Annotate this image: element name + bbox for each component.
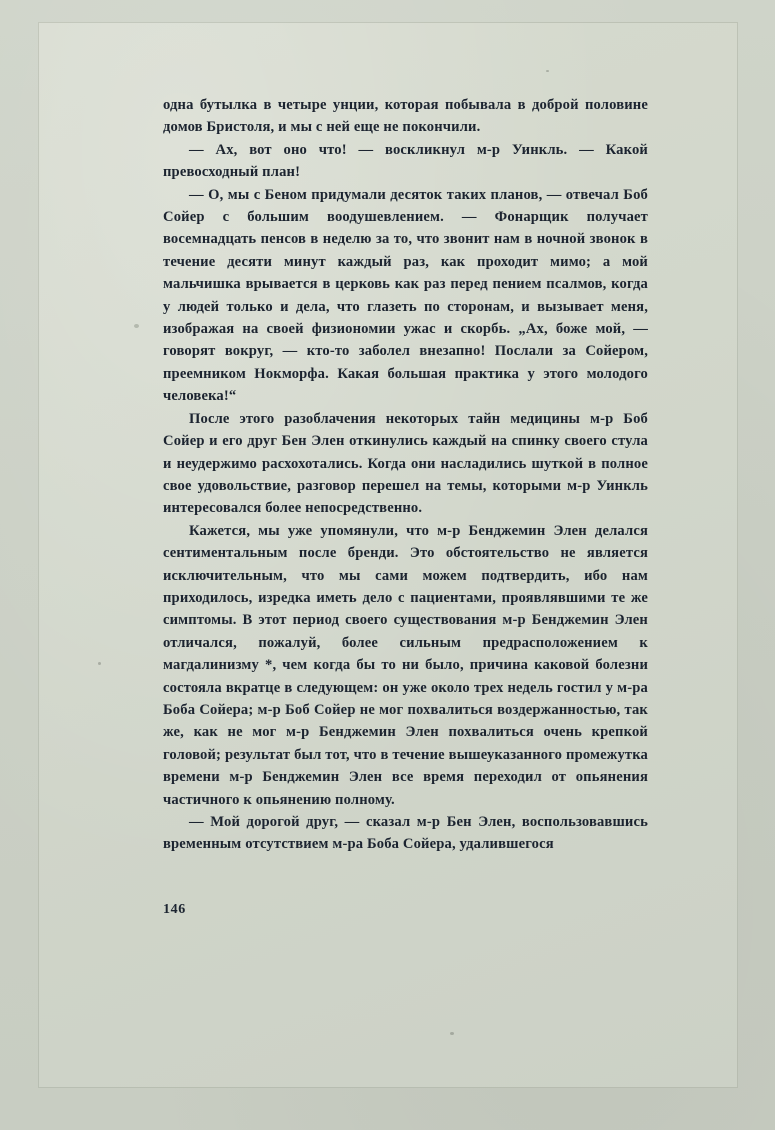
book-page: [38, 22, 738, 1088]
scan-blot: [134, 324, 139, 328]
scan-speck: [546, 70, 549, 72]
scan-speck: [450, 1032, 454, 1035]
paragraph: Кажется, мы уже упомянули, что м-р Бенджемин Элен делался сентиментальным после бренди. Это обстоятельство не является исключительным, что мы сами можем подтвердить, ибо нам приходилось, изредка иметь дело с пациентами, проявлявшими те же симптомы. В этот период своего существования м-р Бенджемин Элен отличался, пожалуй, более сильным предрасположением к магдалинизму *, чем когда бы то ни было, причина каковой болезни состояла вкратце в следующем: он уже около трех недель гостил у м-ра Боба Сойера; м-р Боб Сойер не мог похвалиться воздержанностью, так же, как не мог м-р Бенджемин Элен похвалиться очень крепкой головой; результат был тот, что в течение вышеуказанного промежутка времени м-р Бенджемин Элен все время переходил от опьянения частичного к опьянению полному.: [163, 522, 648, 808]
paragraph: После этого разоблачения некоторых тайн медицины м-р Боб Сойер и его друг Бен Элен откинулись каждый на спинку своего стула и неудержимо расхохотались. Когда они насладились шуткой в полное свое удовольствие, разговор перешел на темы, которыми м-р Уинкль интересовался более непосредственно.: [163, 410, 648, 517]
page-text-body: [163, 94, 648, 856]
paragraph: одна бутылка в четыре унции, которая побывала в доброй половине домов Бристоля, и мы с ней еще не покончили.: [163, 97, 648, 136]
scan-speck: [98, 662, 101, 665]
paragraph: — Мой дорогой друг, — сказал м-р Бен Элен, воспользовавшись временным отсутствием м-ра Боба Сойера, удалившегося: [163, 814, 648, 853]
paragraph: — Ах, вот оно что! — воскликнул м-р Уинкль. — Какой превосходный план!: [163, 141, 648, 181]
paragraph: — О, мы с Беном придумали десяток таких планов, — отвечал Боб Сойер с большим воодушевлением. — Фонарщик получает восемнадцать пенсов в неделю за то, что звонит нам в ночной звонок в течение десяти минут каждый раз, как проходит мимо; а мой мальчишка врывается в церковь как раз перед пением псалмов, когда у людей только и дела, что глазеть по сторонам, и вызывает меня, изображая на своей физиономии ужас и скорбь. „Ах, боже мой, — говорят вокруг, — кто-то заболел внезапно! Послали за Сойером, преемником Нокморфа. Какая большая практика у этого молодого человека!“: [163, 186, 648, 405]
page-number: 146: [163, 902, 186, 917]
